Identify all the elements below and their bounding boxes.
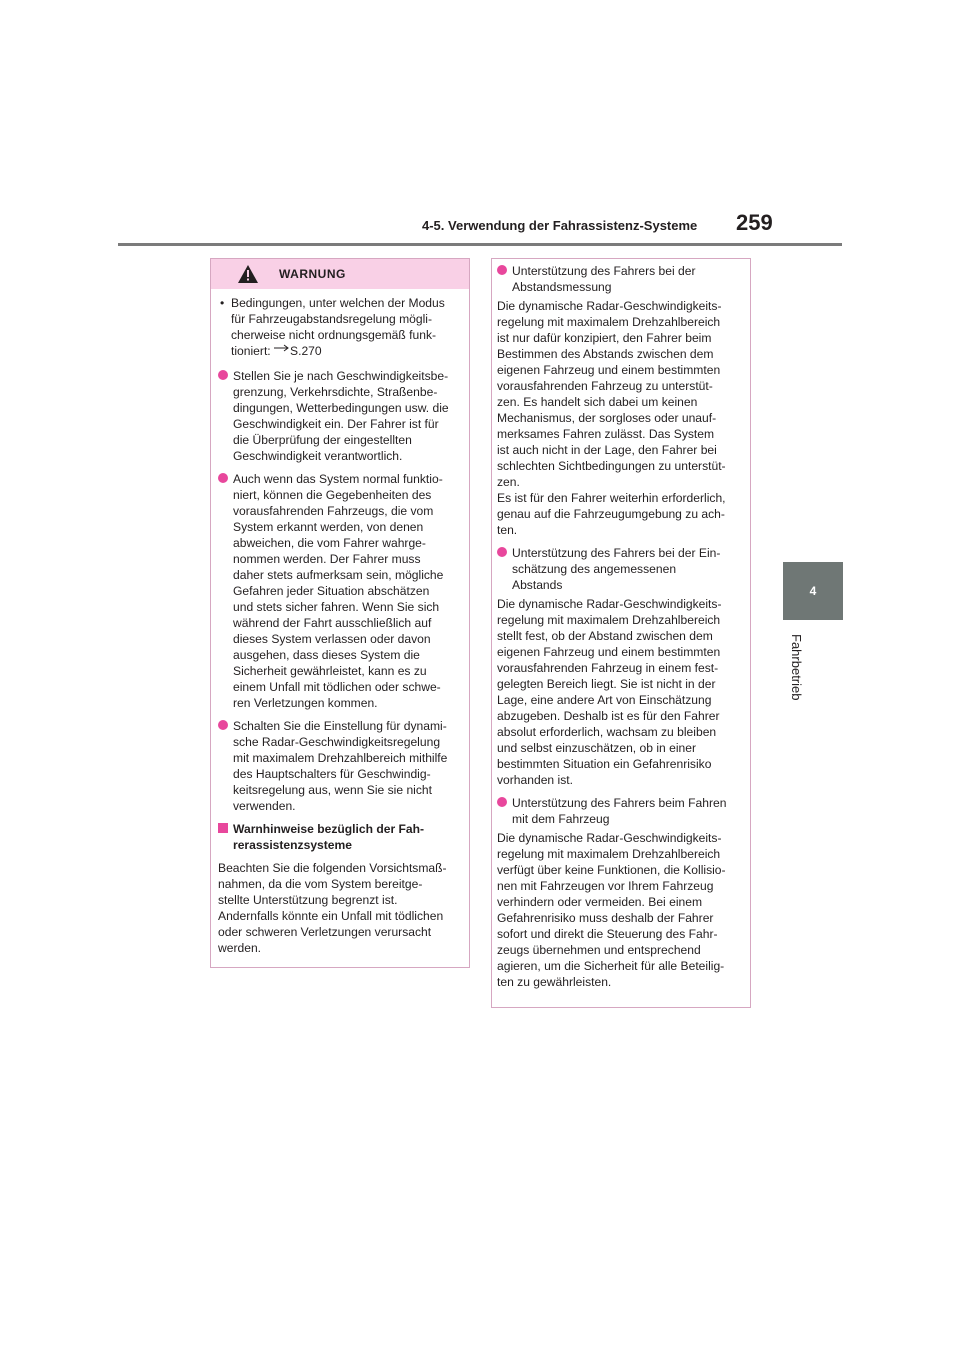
page-number: 259 [736, 210, 773, 235]
text-line: vorausfahrenden Fahrzeug zu unterstüt- [497, 379, 713, 393]
text-line: rerassistenzsysteme [233, 838, 353, 852]
text-line: Unterstützung des Fahrers bei der [512, 264, 696, 278]
text-line: Geschwindigkeit ein. Der Fahrer ist für [233, 417, 439, 431]
text-line: ausgehen, dass dieses System die [233, 648, 420, 662]
text-line: Andernfalls könnte ein Unfall mit tödlichen [218, 909, 444, 923]
info-heading [497, 263, 744, 295]
chapter-tab[interactable] [783, 562, 843, 620]
text-line: regelung mit maximalem Drehzahlbereich [497, 613, 721, 627]
text-line: während der Fahrt ausschließlich auf [233, 616, 432, 630]
text-line: vorausfahrenden Fahrzeugs, die vom [233, 504, 434, 518]
text-line: merksames Fahren zulässt. Das System [497, 427, 715, 441]
info-box [491, 258, 751, 1008]
text-line: ist nur dafür konzipiert, den Fahrer beim [497, 331, 712, 345]
text-line: niert, können die Gegebenheiten des [233, 488, 432, 502]
page-reference-link[interactable]: S.270 [290, 344, 322, 358]
text-line: Gefahren jeder Situation abschätzen [233, 584, 430, 598]
text-line: dingungen, Wetterbedingungen usw. die [233, 401, 449, 415]
warning-header [211, 259, 469, 289]
warning-subheading [218, 821, 463, 853]
text-line: schlechten Sichtbedingungen zu unterstüt- [497, 459, 726, 473]
text-line: Sicherheit gewährleistet, kann es zu [233, 664, 427, 678]
text-line: mit dem Fahrzeug [512, 812, 610, 826]
text-line: grenzung, Verkehrsdichte, Straßenbe- [233, 385, 438, 399]
text-line: Beachten Sie die folgenden Vorsichtsmaß- [218, 861, 447, 875]
text-line: Es ist für den Fahrer weiterhin erforderlich, [497, 491, 726, 505]
text-line: und selbst einzuschätzen, ob in einer [497, 741, 697, 755]
text-line: Abstandsmessung [512, 280, 612, 294]
text-line: regelung mit maximalem Drehzahlbereich [497, 847, 721, 861]
text-line: System erkannt werden, von denen [233, 520, 424, 534]
text-line: cherweise nicht ordnungsgemäß funk- [231, 328, 437, 342]
text-line: Unterstützung des Fahrers beim Fahren [512, 796, 727, 810]
text-line: ten zu gewährleisten. [497, 975, 612, 989]
warning-title: WARNUNG [279, 267, 346, 281]
text-line: stellt fest, ob der Abstand zwischen dem [497, 629, 713, 643]
text-line: mit maximalem Drehzahlbereich mithilfe [233, 751, 448, 765]
text-line: Abstands [512, 578, 563, 592]
text-line: sofort und direkt die Steuerung des Fahr- [497, 927, 718, 941]
text-line: ist auch nicht in der Lage, den Fahrer bei [497, 443, 717, 457]
info-paragraph [497, 596, 744, 788]
bullet-mark: • [220, 296, 225, 310]
text-line: nahmen, da die vom System bereitge- [218, 877, 423, 891]
text-line: die Überprüfung der eingestellten [233, 433, 412, 447]
text-line: genau auf die Fahrzeugumgebung zu ach- [497, 507, 725, 521]
chapter-label-text: Fahrbetrieb [789, 634, 804, 701]
chapter-label [784, 634, 806, 724]
text-line: verhindern oder vermeiden. Bei einem [497, 895, 703, 909]
text-line: bestimmten Situation ein Gefahrenrisiko [497, 757, 712, 771]
text-line: ten. [497, 523, 518, 537]
text-line: des Hauptschalters für Geschwindig- [233, 767, 431, 781]
warning-body [211, 295, 469, 956]
text-line: abzugeben. Deshalb ist es für den Fahrer [497, 709, 720, 723]
text-line: vorausfahrenden Fahrzeug in einem fest- [497, 661, 719, 675]
section-title: 4-5. Verwendung der Fahrassistenz-Systeme [422, 218, 698, 233]
text-line: nen mit Fahrzeugen vor Ihrem Fahrzeug [497, 879, 714, 893]
text-line: Die dynamische Radar-Geschwindigkeits- [497, 299, 722, 313]
warning-bullet [218, 471, 463, 711]
text-line: stellte Unterstützung begrenzt ist. [218, 893, 398, 907]
conditions-note [218, 295, 463, 359]
text-line: oder schweren Verletzungen verursacht [218, 925, 432, 939]
text-line: einem Unfall mit tödlichen oder schwe- [233, 680, 441, 694]
text-line: werden. [218, 941, 262, 955]
text-line: ren Verletzungen kommen. [233, 696, 378, 710]
text-line: gelegten Bereich liegt. Sie ist nicht in der [497, 677, 716, 691]
text-line: verfügt über keine Funktionen, die Kollisio- [497, 863, 726, 877]
text-line: eigenen Fahrzeug und einem bestimmten [497, 363, 721, 377]
text-line: vorhanden ist. [497, 773, 573, 787]
text-line: Bedingungen, unter welchen der Modus [231, 296, 445, 310]
text-line: absolut erforderlich, wachsam zu bleiben [497, 725, 717, 739]
text-line: Die dynamische Radar-Geschwindigkeits- [497, 597, 722, 611]
text-line: Mechanismus, der sorgloses oder unauf- [497, 411, 717, 425]
text-line: dieses System verlassen oder davon [233, 632, 431, 646]
text-line: zeugs übernehmen und entsprechend [497, 943, 701, 957]
text-line: und stets sicher fahren. Wenn Sie sich [233, 600, 440, 614]
text-line: Bestimmen des Abstands zwischen dem [497, 347, 714, 361]
info-paragraph [497, 298, 744, 538]
header-divider [118, 243, 842, 246]
text-line: Stellen Sie je nach Geschwindigkeitsbe- [233, 369, 449, 383]
text-line: schätzung des angemessenen [512, 562, 677, 576]
info-heading [497, 545, 744, 593]
warning-bullet [218, 368, 463, 464]
warning-box [210, 258, 470, 968]
text-line: Die dynamische Radar-Geschwindigkeits- [497, 831, 722, 845]
text-fragment: tioniert: [231, 344, 275, 358]
chapter-number: 4 [809, 584, 817, 598]
text-line [231, 343, 463, 359]
text-line: eigenen Fahrzeug und einem bestimmten [497, 645, 721, 659]
text-line: verwenden. [233, 799, 296, 813]
text-line: nommen werden. Der Fahrer muss [233, 552, 421, 566]
text-line: daher stets aufmerksam sein, mögliche [233, 568, 444, 582]
text-line: Gefahrenrisiko muss deshalb der Fahrer [497, 911, 714, 925]
text-line: für Fahrzeugabstandsregelung mögli- [231, 312, 433, 326]
text-line: Schalten Sie die Einstellung für dynami- [233, 719, 447, 733]
text-line: regelung mit maximalem Drehzahlbereich [497, 315, 721, 329]
text-line: sche Radar-Geschwindigkeitsregelung [233, 735, 441, 749]
info-heading [497, 795, 744, 827]
warning-bullet [218, 718, 463, 814]
arrow-right-icon [274, 344, 290, 352]
text-line: zen. Es handelt sich dabei um keinen [497, 395, 698, 409]
warning-triangle-icon [237, 264, 259, 284]
text-line: Geschwindigkeit verantwortlich. [233, 449, 403, 463]
text-line: keitsregelung aus, wenn Sie sie nicht [233, 783, 432, 797]
text-line: Warnhinweise bezüglich der Fah- [233, 822, 425, 836]
warning-closing-paragraph [218, 860, 463, 956]
text-line: agieren, um die Sicherheit für alle Beteilig- [497, 959, 725, 973]
text-line: Unterstützung des Fahrers bei der Ein- [512, 546, 721, 560]
text-line: Auch wenn das System normal funktio- [233, 472, 443, 486]
text-line: zen. [497, 475, 520, 489]
text-line: abweichen, die vom Fahrer wahrge- [233, 536, 426, 550]
info-paragraph [497, 830, 744, 990]
text-line: Lage, eine andere Art von Einschätzung [497, 693, 712, 707]
